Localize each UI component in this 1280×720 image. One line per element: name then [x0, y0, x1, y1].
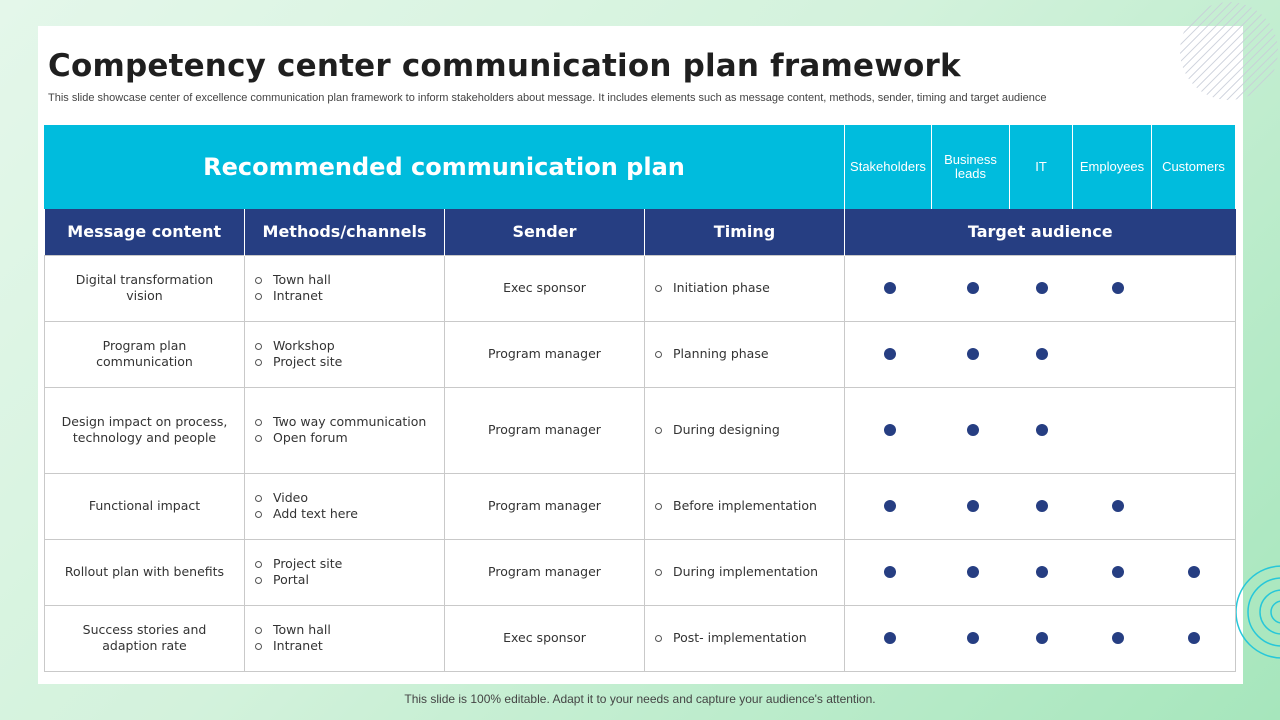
sender-cell: [445, 387, 645, 473]
audience-dot-business-leads: [967, 282, 979, 294]
target-audience-cell: [845, 539, 1236, 605]
table-header-row: [45, 209, 1236, 255]
audience-dot-stakeholders: [884, 282, 896, 294]
method-item: Project site: [255, 556, 342, 572]
method-item: Workshop: [255, 338, 342, 354]
header-methods-channels: Methods/channels: [245, 209, 445, 255]
timing-list: [655, 630, 807, 646]
table-row: [45, 605, 1236, 671]
timing-cell: [645, 605, 845, 671]
method-item: Add text here: [255, 506, 358, 522]
timing-list: [655, 422, 780, 438]
table-row: [45, 539, 1236, 605]
sender-text: Program manager: [488, 564, 601, 579]
sender-text: Exec sponsor: [503, 630, 586, 645]
audience-dot-it: [1036, 566, 1048, 578]
methods-list: [255, 490, 358, 522]
audience-dot-stakeholders: [884, 500, 896, 512]
audience-label-business-leads: Business leads: [931, 125, 1009, 209]
methods-list: [255, 272, 331, 304]
header-sender: Sender: [445, 209, 645, 255]
timing-item: Post- implementation: [655, 630, 807, 646]
sender-cell: [445, 321, 645, 387]
timing-item: Planning phase: [655, 346, 769, 362]
timing-item: During designing: [655, 422, 780, 438]
sender-cell: [445, 255, 645, 321]
audience-dot-employees: [1112, 566, 1124, 578]
methods-cell: [245, 255, 445, 321]
message-content-cell: Functional impact: [45, 473, 245, 539]
timing-item: Initiation phase: [655, 280, 770, 296]
target-audience-cell: [845, 473, 1236, 539]
audience-dot-it: [1036, 632, 1048, 644]
timing-list: [655, 280, 770, 296]
sender-text: Program manager: [488, 498, 601, 513]
audience-dot-it: [1036, 282, 1048, 294]
recommended-plan-band: [44, 125, 1235, 209]
audience-label-customers: Customers: [1151, 125, 1235, 209]
method-item: Two way communication: [255, 414, 426, 430]
audience-dot-customers: [1188, 566, 1200, 578]
audience-label-it: IT: [1009, 125, 1072, 209]
methods-cell: [245, 473, 445, 539]
audience-dot-employees: [1112, 500, 1124, 512]
sender-text: Program manager: [488, 346, 601, 361]
header-message-content: Message content: [45, 209, 245, 255]
audience-dot-stakeholders: [884, 632, 896, 644]
target-audience-cell: [845, 255, 1236, 321]
target-audience-cell: [845, 321, 1236, 387]
footer-note: This slide is 100% editable. Adapt it to your needs and capture your audience's attention.: [404, 692, 876, 706]
table-row: [45, 255, 1236, 321]
timing-item: Before implementation: [655, 498, 817, 514]
methods-cell: [245, 605, 445, 671]
methods-list: [255, 622, 331, 654]
methods-cell: [245, 321, 445, 387]
methods-cell: [245, 387, 445, 473]
timing-cell: [645, 255, 845, 321]
audience-label-stakeholders: Stakeholders: [844, 125, 931, 209]
audience-dot-stakeholders: [884, 566, 896, 578]
sender-cell: [445, 539, 645, 605]
message-content-cell: Design impact on process, technology and people: [45, 387, 245, 473]
audience-dot-it: [1036, 424, 1048, 436]
hatched-circle-decoration: [1180, 2, 1278, 100]
audience-dot-employees: [1112, 632, 1124, 644]
target-audience-cell: [845, 605, 1236, 671]
concentric-rings-decoration: [1232, 560, 1280, 670]
table-row: [45, 321, 1236, 387]
audience-dot-customers: [1188, 632, 1200, 644]
target-audience-cell: [845, 387, 1236, 473]
page-subtitle: This slide showcase center of excellence communication plan framework to inform stakeholders about message. It includes elements such as message content, methods, sender, timing and target audience: [48, 92, 1047, 104]
method-item: Town hall: [255, 622, 331, 638]
timing-list: [655, 498, 817, 514]
audience-dot-business-leads: [967, 566, 979, 578]
method-item: Town hall: [255, 272, 331, 288]
message-content-cell: Rollout plan with benefits: [45, 539, 245, 605]
method-item: Open forum: [255, 430, 426, 446]
message-content-cell: Program plan communication: [45, 321, 245, 387]
message-content-cell: Digital transformation vision: [45, 255, 245, 321]
audience-dot-business-leads: [967, 348, 979, 360]
sender-cell: [445, 605, 645, 671]
sender-cell: [445, 473, 645, 539]
timing-list: [655, 346, 769, 362]
methods-list: [255, 556, 342, 588]
audience-dot-business-leads: [967, 500, 979, 512]
message-content-cell: Success stories and adaption rate: [45, 605, 245, 671]
audience-label-employees: Employees: [1072, 125, 1151, 209]
methods-list: [255, 338, 342, 370]
method-item: Portal: [255, 572, 342, 588]
audience-dot-employees: [1112, 282, 1124, 294]
audience-dot-stakeholders: [884, 424, 896, 436]
timing-cell: [645, 539, 845, 605]
audience-dot-business-leads: [967, 632, 979, 644]
timing-list: [655, 564, 818, 580]
method-item: Project site: [255, 354, 342, 370]
table-row: [45, 473, 1236, 539]
audience-dot-it: [1036, 500, 1048, 512]
page-title: Competency center communication plan framework: [48, 48, 961, 84]
timing-cell: [645, 473, 845, 539]
audience-dot-it: [1036, 348, 1048, 360]
sender-text: Program manager: [488, 422, 601, 437]
audience-dot-stakeholders: [884, 348, 896, 360]
audience-dot-business-leads: [967, 424, 979, 436]
band-title: Recommended communication plan: [203, 153, 685, 181]
methods-list: [255, 414, 426, 446]
timing-cell: [645, 387, 845, 473]
method-item: Intranet: [255, 288, 331, 304]
communication-plan-table: [44, 209, 1236, 672]
table-row: [45, 387, 1236, 473]
timing-item: During implementation: [655, 564, 818, 580]
sender-text: Exec sponsor: [503, 280, 586, 295]
header-target-audience: Target audience: [845, 209, 1236, 255]
method-item: Video: [255, 490, 358, 506]
method-item: Intranet: [255, 638, 331, 654]
header-timing: Timing: [645, 209, 845, 255]
methods-cell: [245, 539, 445, 605]
timing-cell: [645, 321, 845, 387]
